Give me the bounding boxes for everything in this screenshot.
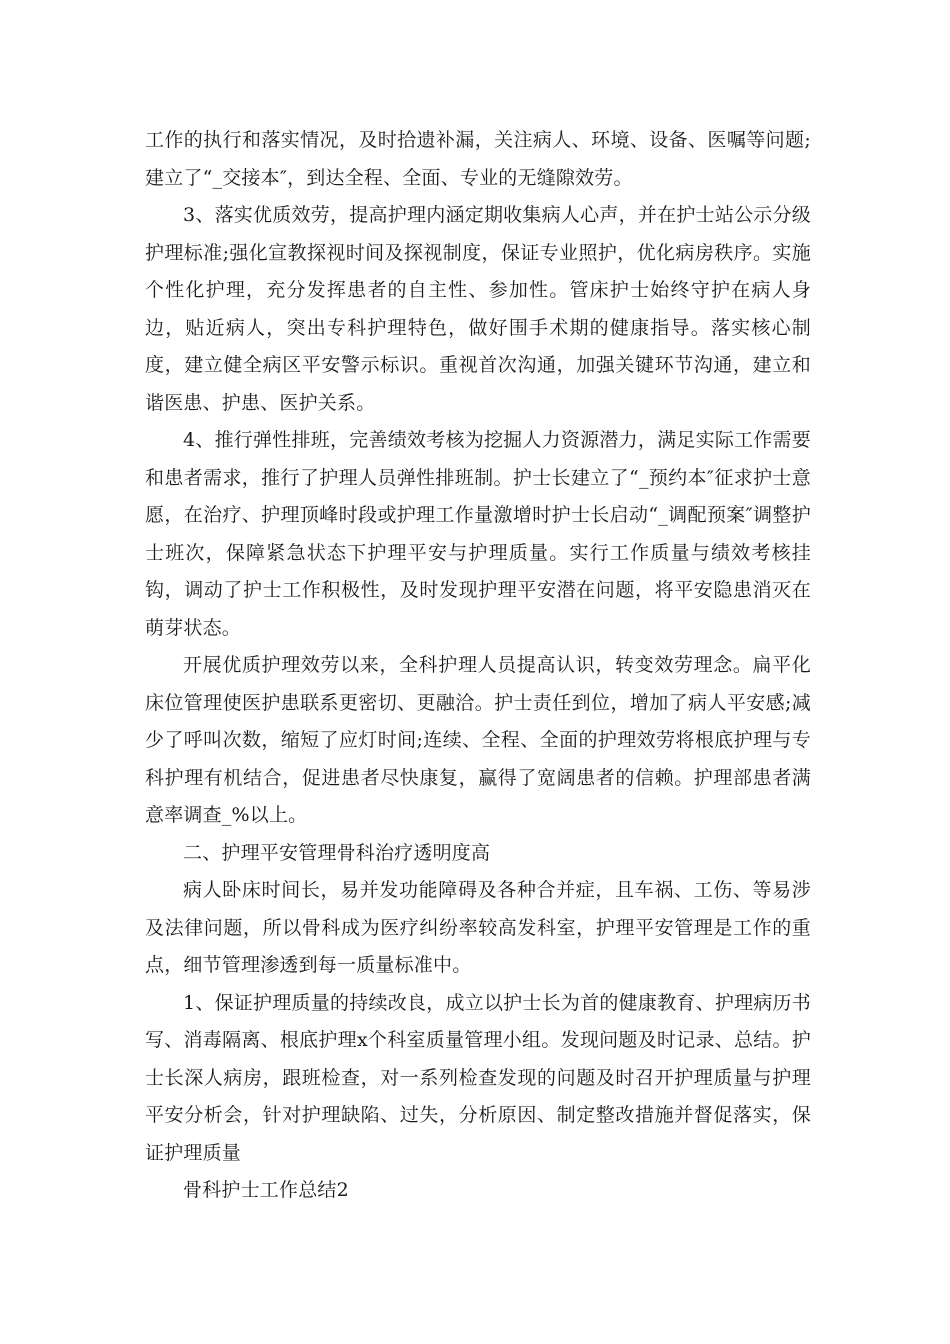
paragraph-4: 开展优质护理效劳以来，全科护理人员提高认识，转变效劳理念。扁平化床位管理使医护患联系更密切、更融洽。护士责任到位，增加了病人平安感;减少了呼叫次数，缩短了应灯时间;连续、全程、全面的护理效劳将根底护理与专科护理有机结合，促进患者尽快康复，赢得了宽阔患者的信赖。护理部患者满意率调查_%以上。 <box>145 654 811 826</box>
paragraph-2: 3、落实优质效劳，提高护理内涵定期收集病人心声，并在护士站公示分级护理标准;强化宣教探视时间及探视制度，保证专业照护，优化病房秩序。实施个性化护理，充分发挥患者的自主性、参加性。管床护士始终守护在病人身边，贴近病人，突出专科护理特色，做好围手术期的健康指导。落实核心制度，建立健全病区平安警示标识。重视首次沟通，加强关键环节沟通，建立和谐医患、护患、医护关系。 <box>145 204 811 414</box>
next-section-title: 骨科护士工作总结2 <box>183 1179 349 1201</box>
paragraph-5: 病人卧床时间长，易并发功能障碍及各种合并症，且车祸、工伤、等易涉及法律问题，所以骨科成为医疗纠纷率较高发科室，护理平安管理是工作的重点，细节管理渗透到每一质量标准中。 <box>145 879 811 976</box>
paragraph-3: 4、推行弹性排班，完善绩效考核为挖掘人力资源潜力，满足实际工作需要和患者需求，推行了护理人员弹性排班制。护士长建立了“_预约本″征求护士意愿，在治疗、护理顶峰时段或护理工作量激增时护士长启动“_调配预案″调整护士班次，保障紧急状态下护理平安与护理质量。实行工作质量与绩效考核挂钩，调动了护士工作积极性，及时发现护理平安潜在问题，将平安隐患消灭在萌芽状态。 <box>145 429 811 639</box>
paragraph-1: 工作的执行和落实情况，及时拾遗补漏，关注病人、环境、设备、医嘱等问题;建立了“_交接本″，到达全程、全面、专业的无缝隙效劳。 <box>145 129 811 189</box>
document-body <box>145 122 811 1210</box>
paragraph-6: 1、保证护理质量的持续改良，成立以护士长为首的健康教育、护理病历书写、消毒隔离、根底护理x个科室质量管理小组。发现问题及时记录、总结。护士长深人病房，跟班检查，对一系列检查发现的问题及时召开护理质量与护理平安分析会，针对护理缺陷、过失，分析原因、制定整改措施并督促落实，保证护理质量 <box>145 991 811 1164</box>
section-heading: 二、护理平安管理骨科治疗透明度高 <box>183 841 491 864</box>
